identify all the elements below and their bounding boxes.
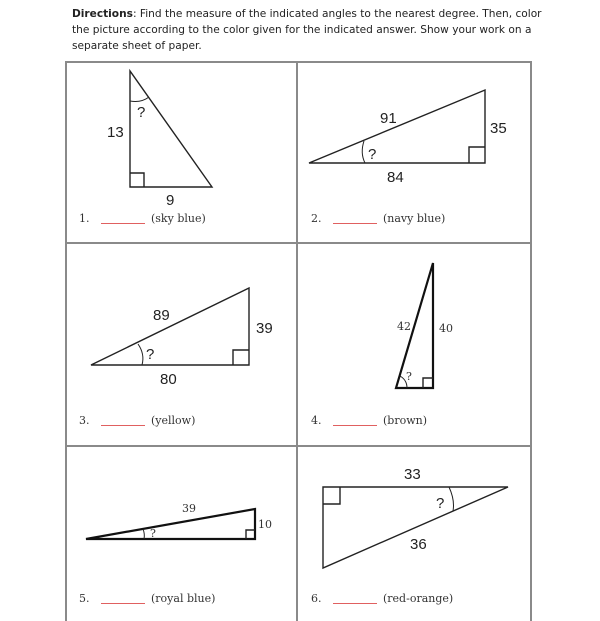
right-angle-marker-4 bbox=[423, 378, 433, 388]
problem-5 bbox=[65, 445, 296, 605]
side-label-2-vertical: 35 bbox=[490, 120, 507, 137]
triangle-1 bbox=[130, 71, 212, 187]
problem-number-2: 2. bbox=[311, 212, 322, 225]
angle-label-5: ? bbox=[150, 527, 156, 540]
problem-6 bbox=[296, 445, 530, 605]
triangle-5 bbox=[86, 509, 255, 539]
color-label-2: (navy blue) bbox=[383, 212, 446, 225]
right-angle-marker-3 bbox=[233, 350, 249, 365]
side-label-2-hypotenuse: 91 bbox=[380, 110, 397, 127]
color-label-1: (sky blue) bbox=[151, 212, 206, 225]
answer-blank-4[interactable] bbox=[333, 415, 377, 426]
triangle-6 bbox=[323, 487, 508, 568]
side-label-3-vertical: 39 bbox=[256, 320, 273, 337]
angle-arc-1 bbox=[130, 97, 149, 102]
side-label-5-hypotenuse: 39 bbox=[182, 502, 196, 515]
problem-4 bbox=[296, 242, 530, 445]
problem-number-6: 6. bbox=[311, 592, 322, 605]
triangle-5-figure bbox=[65, 445, 296, 600]
problem-number-5: 5. bbox=[79, 592, 90, 605]
side-label-3-horizontal: 80 bbox=[160, 371, 177, 388]
right-angle-marker-1 bbox=[130, 173, 144, 187]
answer-line-4 bbox=[311, 414, 427, 427]
triangle-6-figure bbox=[296, 445, 530, 600]
angle-label-4: ? bbox=[406, 370, 412, 383]
answer-blank-3[interactable] bbox=[101, 415, 145, 426]
problem-number-4: 4. bbox=[311, 414, 322, 427]
side-label-4-hypotenuse: 42 bbox=[397, 320, 411, 333]
answer-blank-5[interactable] bbox=[101, 593, 145, 604]
answer-blank-1[interactable] bbox=[101, 213, 145, 224]
right-angle-marker-5 bbox=[246, 530, 255, 539]
angle-arc-3 bbox=[138, 344, 143, 365]
side-label-6-horizontal: 33 bbox=[404, 466, 421, 483]
directions-label: Directions bbox=[72, 8, 133, 20]
problem-2 bbox=[296, 61, 530, 242]
right-angle-marker-6 bbox=[323, 487, 340, 504]
side-label-1-horizontal: 9 bbox=[166, 192, 175, 209]
side-label-3-hypotenuse: 89 bbox=[153, 307, 170, 324]
triangle-3 bbox=[91, 288, 249, 365]
angle-label-1: ? bbox=[137, 104, 146, 121]
color-label-3: (yellow) bbox=[151, 414, 196, 427]
problem-number-1: 1. bbox=[79, 212, 90, 225]
color-label-4: (brown) bbox=[383, 414, 428, 427]
side-label-5-vertical: 10 bbox=[258, 518, 272, 531]
problem-1 bbox=[65, 61, 296, 242]
answer-line-3 bbox=[79, 414, 195, 427]
answer-line-2 bbox=[311, 212, 445, 225]
angle-label-6: ? bbox=[436, 495, 445, 512]
side-label-1-vertical: 13 bbox=[107, 124, 124, 141]
directions-text bbox=[72, 6, 542, 54]
side-label-6-hypotenuse: 36 bbox=[410, 536, 427, 553]
triangle-2 bbox=[309, 90, 485, 163]
answer-blank-6[interactable] bbox=[333, 593, 377, 604]
answer-line-1 bbox=[79, 212, 206, 225]
answer-line-6 bbox=[311, 592, 453, 605]
answer-blank-2[interactable] bbox=[333, 213, 377, 224]
side-label-4-vertical: 40 bbox=[439, 322, 453, 335]
problem-number-3: 3. bbox=[79, 414, 90, 427]
angle-label-2: ? bbox=[368, 146, 377, 163]
problem-3 bbox=[65, 242, 296, 445]
directions-body: : Find the measure of the indicated angles to the nearest degree. Then, color the picture according to the color given for the indicated answer. Show your work on a separate sheet of paper. bbox=[72, 8, 542, 52]
angle-label-3: ? bbox=[146, 346, 155, 363]
side-label-2-horizontal: 84 bbox=[387, 169, 404, 186]
right-angle-marker-2 bbox=[469, 147, 485, 163]
grid-border-right bbox=[530, 61, 532, 621]
color-label-6: (red-orange) bbox=[383, 592, 454, 605]
angle-arc-2 bbox=[362, 141, 365, 163]
answer-line-5 bbox=[79, 592, 215, 605]
angle-arc-6 bbox=[449, 487, 454, 511]
angle-arc-5 bbox=[143, 529, 144, 539]
color-label-5: (royal blue) bbox=[151, 592, 216, 605]
